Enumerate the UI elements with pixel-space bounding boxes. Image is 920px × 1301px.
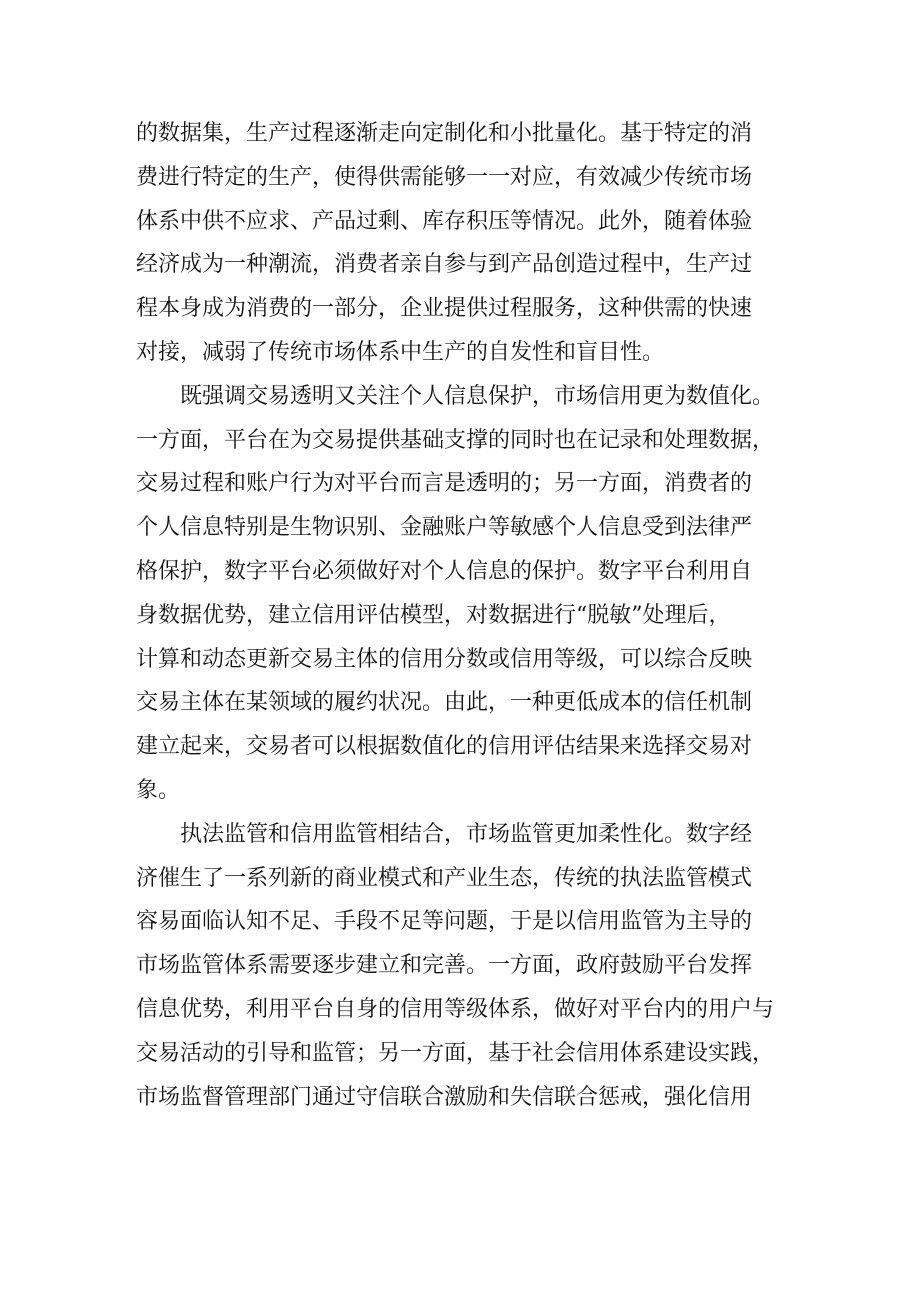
text-line: 交易过程和账户行为对平台而言是透明的；另一方面，消费者的 [136,471,753,497]
paragraph-2 [136,375,796,813]
text-line: 交易活动的引导和监管；另一方面，基于社会信用体系建设实践， [136,1040,775,1066]
text-line: 经济成为一种潮流，消费者亲自参与到产品创造过程中，生产过 [136,252,753,278]
text-line: 容易面临认知不足、手段不足等问题，于是以信用监管为主导的 [136,909,753,935]
body-text [136,112,796,1119]
text-line: 个人信息特别是生物识别、金融账户等敏感个人信息受到法律严 [136,515,753,541]
text-line: 既强调交易透明又关注个人信息保护，市场信用更为数值化。 [180,383,775,409]
text-line: 体系中供不应求、产品过剩、库存积压等情况。此外，随着体验 [136,208,753,234]
text-line: 信息优势，利用平台自身的信用等级体系，做好对平台内的用户与 [136,996,775,1022]
text-line: 对接，减弱了传统市场体系中生产的自发性和盲目性。 [136,339,665,365]
text-line: 费进行特定的生产，使得供需能够一一对应，有效减少传统市场 [136,164,753,190]
text-line: 身数据优势，建立信用评估模型，对数据进行“脱敏”处理后， [136,602,731,628]
text-line: 执法监管和信用监管相结合，市场监管更加柔性化。数字经 [180,821,753,847]
text-line: 市场监督管理部门通过守信联合激励和失信联合惩戒，强化信用 [136,1084,753,1110]
text-line: 象。 [136,777,181,803]
text-line: 一方面，平台在为交易提供基础支撑的同时也在记录和处理数据， [136,427,775,453]
text-line: 格保护，数字平台必须做好对个人信息的保护。数字平台利用自 [136,558,753,584]
text-line: 计算和动态更新交易主体的信用分数或信用等级，可以综合反映 [136,646,753,672]
text-line: 建立起来，交易者可以根据数值化的信用评估结果来选择交易对 [136,734,753,760]
text-line: 济催生了一系列新的商业模式和产业生态，传统的执法监管模式 [136,865,753,891]
text-line: 程本身成为消费的一部分，企业提供过程服务，这种供需的快速 [136,296,753,322]
paragraph-3 [136,813,796,1120]
text-line: 的数据集，生产过程逐渐走向定制化和小批量化。基于特定的消 [136,121,753,146]
text-line: 交易主体在某领域的履约状况。由此，一种更低成本的信任机制 [136,690,753,716]
text-line: 市场监管体系需要逐步建立和完善。一方面，政府鼓励平台发挥 [136,953,753,979]
paragraph-1 [136,112,796,375]
